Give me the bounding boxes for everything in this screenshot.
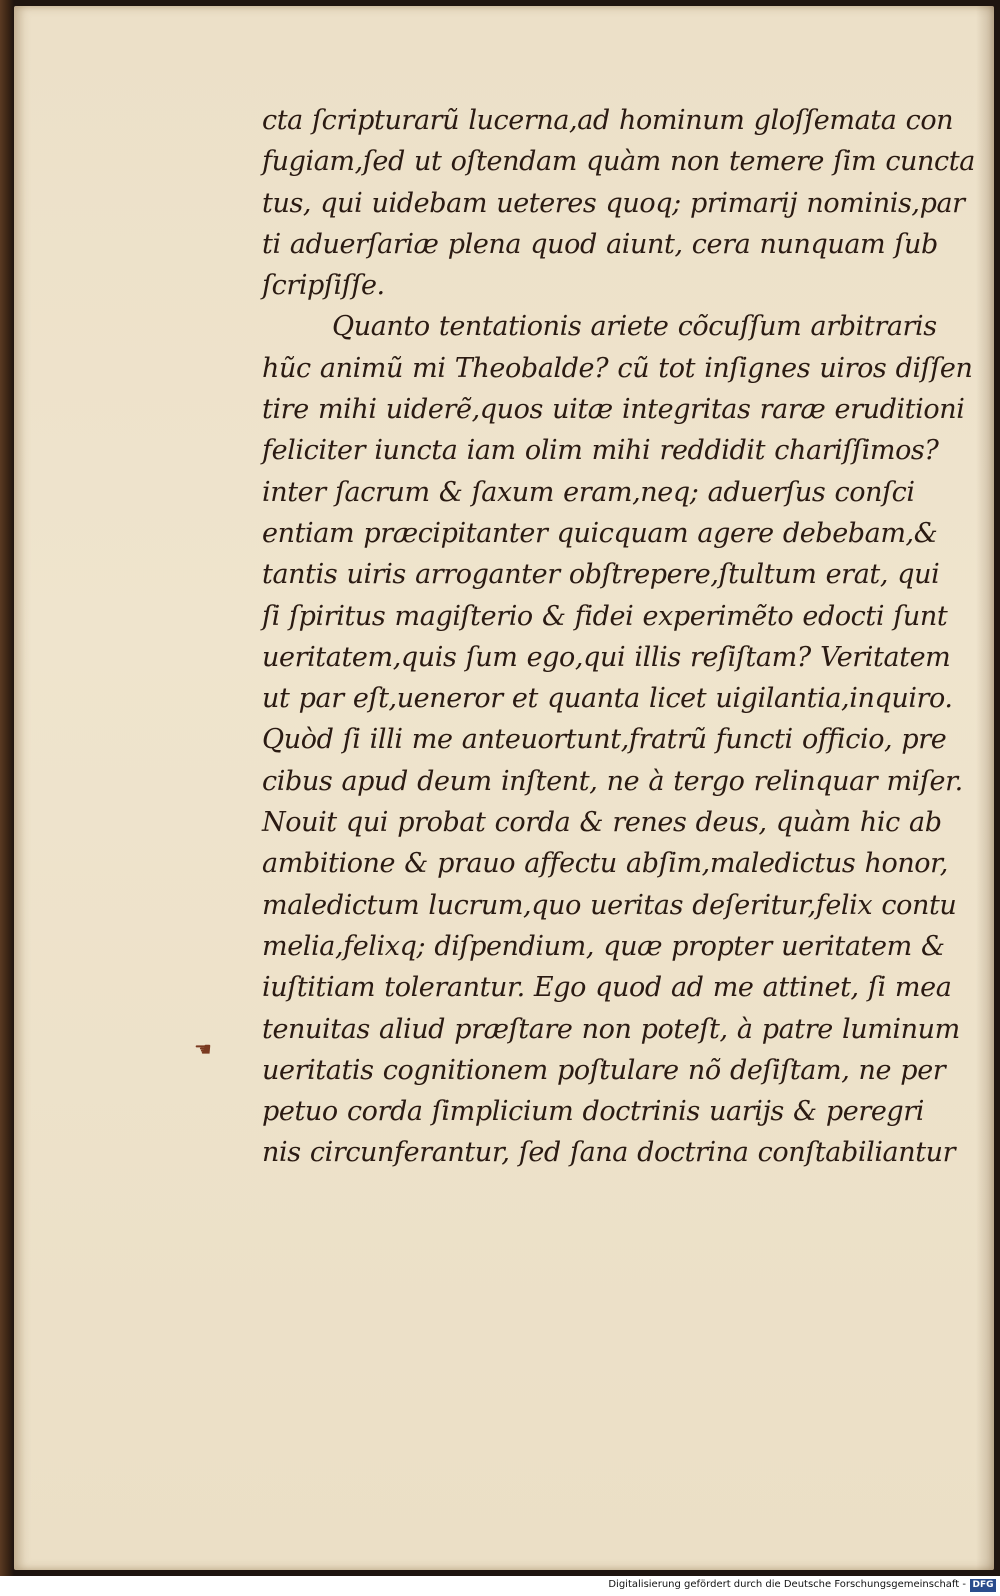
text-line: nis circunferantur, ſed ſana doctrina conſtabiliantur — [262, 1137, 956, 1169]
text-line: tire mihi uiderẽ,quos uitæ integritas raræ eruditioni — [262, 394, 965, 426]
text-line: inter ſacrum & ſaxum eram,neq; aduerſus conſci — [262, 476, 915, 508]
footer-bar — [0, 1576, 1000, 1596]
page-edge-shadow — [976, 6, 994, 1570]
text-line: ſi ſpiritus magiſterio & fidei experimẽto edocti ſunt — [262, 600, 948, 632]
text-line: petuo corda ſimplicium doctrinis uarijs & peregri — [262, 1096, 925, 1128]
text-line: feliciter iuncta iam olim mihi reddidit chariſſimos? — [262, 435, 939, 467]
text-line: maledictum lucrum,quo ueritas deſeritur,felix contu — [262, 889, 957, 921]
text-line: entiam præcipitanter quicquam agere debebam,& — [262, 517, 938, 549]
dfg-logo: DFG — [970, 1579, 996, 1592]
text-line: ſcripſiſſe. — [262, 270, 385, 302]
text-line: Nouit qui probat corda & renes deus, quàm hic ab — [262, 807, 942, 839]
paragraph-start-line: Quanto tentationis ariete cõcuſſum arbitraris — [332, 311, 937, 343]
page-text — [262, 100, 975, 1174]
text-line: hũc animũ mi Theobalde? cũ tot inſignes uiros diſſen — [262, 352, 973, 384]
text-line: ut par eſt,ueneror et quanta licet uigilantia,inquiro. — [262, 683, 953, 715]
text-line: iuſtitiam tolerantur. Ego quod ad me attinet, ſi mea — [262, 972, 952, 1004]
manicule-mark: ☚ — [194, 1037, 212, 1061]
text-line: tus, qui uidebam ueteres quoq; primarij nominis,par — [262, 187, 965, 219]
text-line: fugiam,ſed ut oſtendam quàm non temere ſim cuncta — [262, 146, 975, 178]
text-line: melia,felixq; diſpendium, quæ propter ueritatem & — [262, 930, 945, 962]
text-line: Quòd ſi illi me anteuortunt,fratrũ functi officio, pre — [262, 724, 947, 756]
text-line: ambitione & prauo affectu abſim,maledictus honor, — [262, 848, 948, 880]
text-line: cta ſcripturarũ lucerna,ad hominum gloſſemata con — [262, 105, 954, 136]
text-line: ti aduerſariæ plena quod aiunt, cera nunquam ſub — [262, 228, 938, 260]
text-line: ueritatis cognitionem poſtulare nõ deſiſtam, ne per — [262, 1054, 946, 1086]
text-line: tenuitas aliud præſtare non poteſt, à patre luminum — [262, 1013, 960, 1045]
funding-credit: Digitalisierung gefördert durch die Deutsche Forschungsgemeinschaft - — [608, 1579, 966, 1590]
text-line: ueritatem,quis ſum ego,qui illis reſiſtam? Veritatem — [262, 641, 951, 673]
text-line: tantis uiris arroganter obſtrepere,ſtultum erat, qui — [262, 559, 940, 591]
text-line: cibus apud deum inſtent, ne à tergo relinquar miſer. — [262, 765, 963, 797]
